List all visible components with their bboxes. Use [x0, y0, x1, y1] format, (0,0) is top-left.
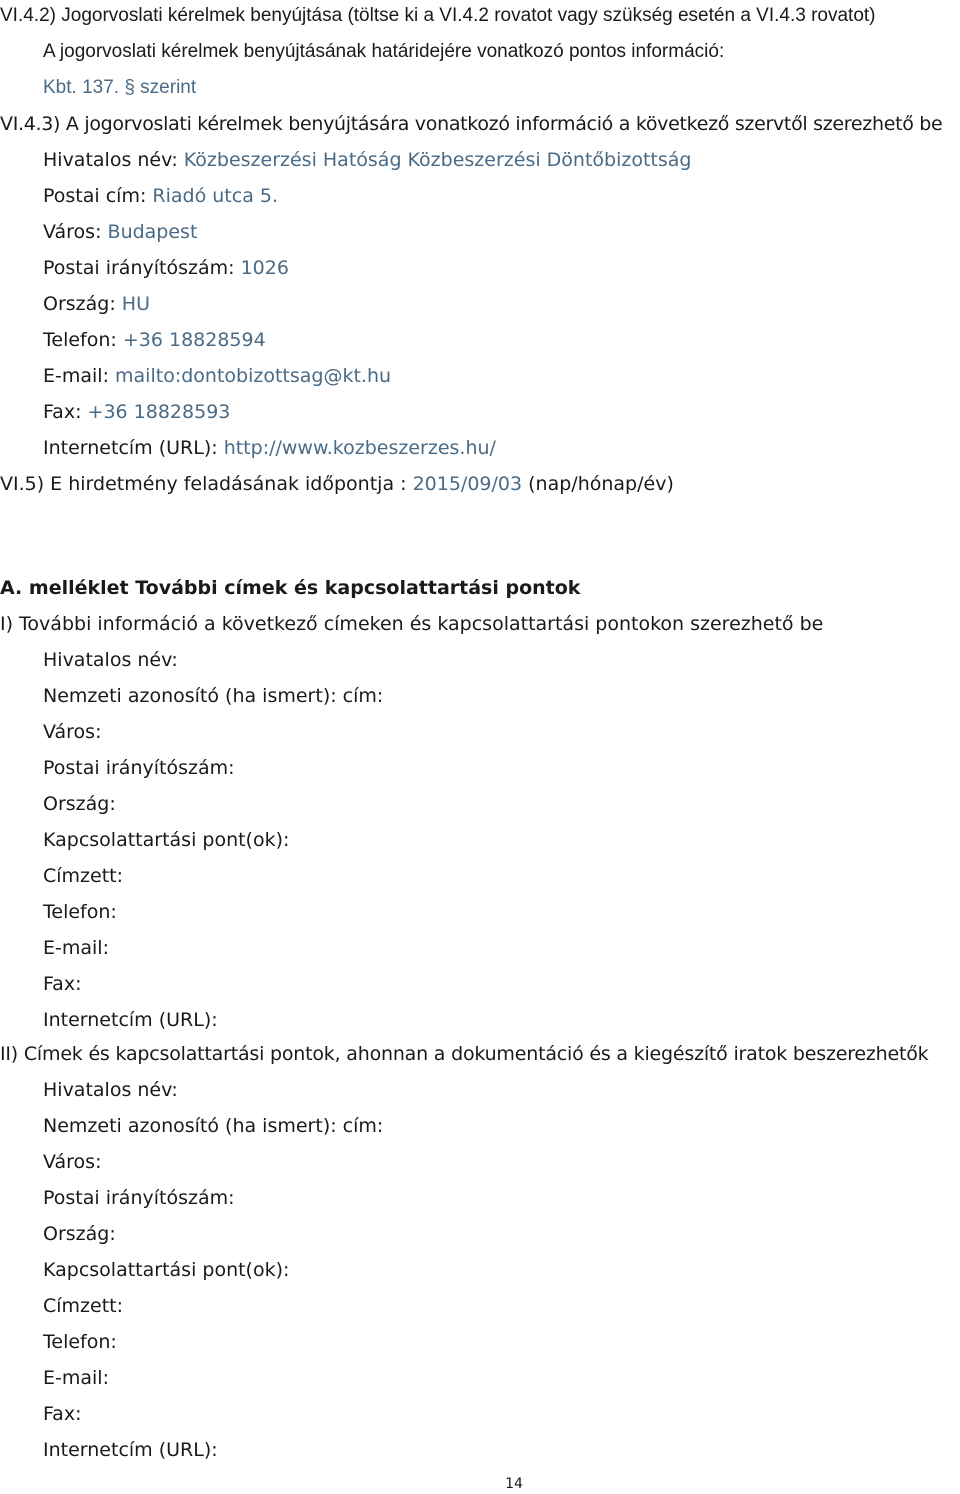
part1-field-label: Telefon: — [43, 901, 117, 923]
part1-field-label: Nemzeti azonosító (ha ismert): cím: — [43, 685, 384, 707]
section-vi5 — [0, 472, 674, 496]
field-value: +36 18828594 — [122, 329, 266, 351]
url-link[interactable]: http://www.kozbeszerzes.hu/ — [223, 437, 496, 459]
part2-field-label: Kapcsolattartási pont(ok): — [43, 1259, 290, 1281]
field-label: Postai cím: — [43, 185, 147, 207]
field-value: HU — [121, 293, 150, 315]
part2-field-label: Ország: — [43, 1223, 116, 1245]
part1-field-label: Ország: — [43, 793, 116, 815]
field-label: Telefon: — [43, 329, 117, 351]
field-fax — [43, 400, 230, 424]
field-email — [43, 364, 391, 388]
field-postal-code — [43, 256, 289, 280]
part2-field-label: E-mail: — [43, 1367, 109, 1389]
field-label: Város: — [43, 221, 102, 243]
part2-field-label: Internetcím (URL): — [43, 1439, 218, 1461]
field-postal-address — [43, 184, 278, 208]
dispatch-date-format: (nap/hónap/év) — [528, 473, 674, 495]
field-value: +36 18828593 — [87, 401, 231, 423]
field-label: Internetcím (URL): — [43, 437, 218, 459]
field-value: 1026 — [240, 257, 289, 279]
field-country — [43, 292, 150, 316]
part1-field-label: Város: — [43, 721, 102, 743]
field-official-name — [43, 148, 691, 172]
part1-field-label: Hivatalos név: — [43, 649, 178, 671]
annex-title: A. melléklet További címek és kapcsolattartási pontok — [0, 577, 581, 599]
part1-field-label: Internetcím (URL): — [43, 1009, 218, 1031]
part1-field-label: Címzett: — [43, 865, 124, 887]
dispatch-date-value: 2015/09/03 — [412, 473, 523, 495]
field-label: Ország: — [43, 293, 116, 315]
part2-field-label: Postai irányítószám: — [43, 1187, 235, 1209]
part1-field-label: Postai irányítószám: — [43, 757, 235, 779]
part1-field-label: Fax: — [43, 973, 82, 995]
section-vi42-title: VI.4.2) Jogorvoslati kérelmek benyújtása (töltse ki a VI.4.2 rovatot vagy szükség esetén a VI.4.3 rovatot) — [0, 5, 876, 26]
annex-part1-title: I) További információ a következő címeken és kapcsolattartási pontokon szerezhető be — [0, 613, 824, 635]
part2-field-label: Fax: — [43, 1403, 82, 1425]
field-value: Közbeszerzési Hatóság Közbeszerzési Döntőbizottság — [183, 149, 692, 171]
annex-part2-title: II) Címek és kapcsolattartási pontok, ahonnan a dokumentáció és a kiegészítő iratok beszerezhetők — [0, 1043, 929, 1065]
part2-field-label: Telefon: — [43, 1331, 117, 1353]
part2-field-label: Hivatalos név: — [43, 1079, 178, 1101]
field-url — [43, 436, 496, 460]
dispatch-date-label: VI.5) E hirdetmény feladásának időpontja : — [0, 473, 407, 495]
part2-field-label: Nemzeti azonosító (ha ismert): cím: — [43, 1115, 384, 1137]
deadline-value: Kbt. 137. § szerint — [43, 77, 197, 98]
deadline-label: A jogorvoslati kérelmek benyújtásának határidejére vonatkozó pontos információ: — [43, 41, 725, 62]
field-label: Postai irányítószám: — [43, 257, 235, 279]
field-value: Riadó utca 5. — [152, 185, 279, 207]
email-link[interactable]: mailto:dontobizottsag@kt.hu — [115, 365, 392, 387]
field-label: Hivatalos név: — [43, 149, 178, 171]
field-value: Budapest — [107, 221, 198, 243]
part1-field-label: Kapcsolattartási pont(ok): — [43, 829, 290, 851]
page-number: 14 — [505, 1476, 523, 1492]
part1-field-label: E-mail: — [43, 937, 109, 959]
part2-field-label: Címzett: — [43, 1295, 124, 1317]
section-vi43-title: VI.4.3) A jogorvoslati kérelmek benyújtására vonatkozó információ a következő szervtől szerezhető be — [0, 113, 943, 135]
field-phone — [43, 328, 266, 352]
field-city — [43, 220, 197, 244]
field-label: Fax: — [43, 401, 82, 423]
field-label: E-mail: — [43, 365, 109, 387]
part2-field-label: Város: — [43, 1151, 102, 1173]
